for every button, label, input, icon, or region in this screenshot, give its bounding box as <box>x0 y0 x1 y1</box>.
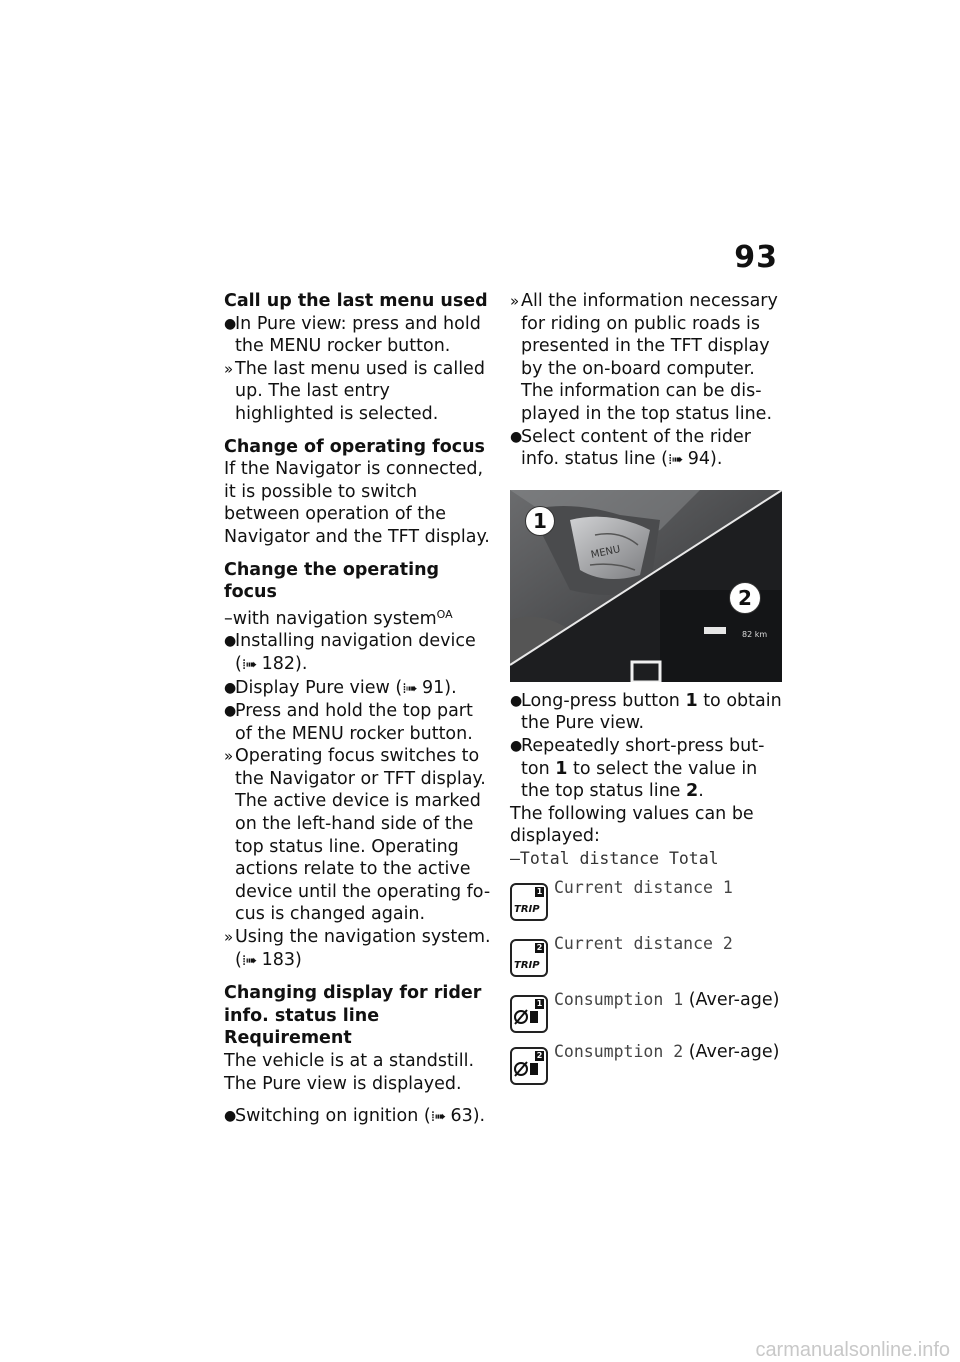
heading-change-focus-2: Change the operating focus <box>224 559 440 603</box>
callout-2: 2 <box>729 582 761 614</box>
callout-1: 1 <box>525 506 555 536</box>
result-icon: » <box>224 928 234 947</box>
result-icon: » <box>510 292 520 310</box>
result-last-menu: » The last menu used is called up. The last entry highlighted is selected. <box>224 358 485 424</box>
left-column <box>224 290 492 1129</box>
paragraph-focus: If the Navigator is connected, it is possible to switch between operation of the Navigator and the TFT display. <box>224 459 490 547</box>
display-distance-value: 82 km <box>742 629 768 639</box>
heading-requirement: Requirement <box>224 1028 352 1049</box>
trip-1-icon: TRIP 1 <box>510 883 548 921</box>
result-icon: » <box>224 359 234 378</box>
page-ref-arrow-icon: ⁞➠ <box>241 656 257 673</box>
subheading-nav-system: –with navigation system$^{OA}$ <box>224 607 453 629</box>
bullet-icon: ● <box>510 428 523 445</box>
page-ref-arrow-icon: ⁞➠ <box>402 680 417 697</box>
bullet-press-top: ● Press and hold the top part of the MENU rocker button. <box>224 701 473 744</box>
heading-changing-display: Changing display for rider info. status line <box>224 983 482 1026</box>
page-number: 93 <box>734 240 778 275</box>
paragraph-values: The following values can be displayed: <box>510 803 754 847</box>
trip-2-icon: TRIP 2 <box>510 939 548 977</box>
page-ref-link[interactable]: 182). <box>261 653 308 674</box>
result-info-presented: » All the information necessary for riding on public roads is presented in the TFT display by the on-board computer. The information can be dis-played in the top status line. <box>510 291 778 424</box>
bullet-select-content: ● Select content of the rider info. status line (⁞➠ 94). <box>510 426 782 472</box>
result-using-nav: » Using the navigation system. (⁞➠ 183) <box>224 926 492 972</box>
page-ref-link[interactable]: 183) <box>261 949 302 970</box>
bullet-icon: ● <box>510 737 523 754</box>
page-ref-link[interactable]: 94). <box>687 449 723 470</box>
dash-item-total: –Total distance Total <box>510 848 719 868</box>
bullet-ignition: ● Switching on ignition (⁞➠ 63). <box>224 1105 492 1129</box>
page-ref-link[interactable]: 91). <box>422 677 457 698</box>
page-ref-arrow-icon: ⁞➠ <box>430 1109 445 1126</box>
value-icon-list <box>510 877 782 1085</box>
heading-change-focus: Change of operating focus <box>224 436 485 457</box>
result-icon: » <box>224 747 234 766</box>
value-row: 2 Consumption 2 (Aver-age) <box>510 1041 782 1085</box>
paragraph-standstill: The vehicle is at a standstill. <box>224 1051 475 1071</box>
page-ref-link[interactable]: 63). <box>450 1106 486 1127</box>
bullet-icon: ● <box>224 703 237 720</box>
menu-button-label: MENU <box>590 543 622 561</box>
page-ref-arrow-icon: ⁞➠ <box>241 952 257 969</box>
bullet-short-press: ● Repeatedly short-press but-ton 1 to select the value in the top status line 2. <box>510 735 765 802</box>
bullet-long-press: ● Long-press button 1 to obtain the Pure view. <box>510 690 782 734</box>
bullet-display-pure: ● Display Pure view (⁞➠ 91). <box>224 677 492 701</box>
paragraph-pure-view: The Pure view is displayed. <box>224 1073 462 1094</box>
bullet-icon: ● <box>224 633 237 650</box>
bullet-icon: ● <box>224 679 237 696</box>
consumption-1-icon: 1 <box>510 995 548 1033</box>
right-column <box>510 290 782 1085</box>
bullet-icon: ● <box>224 315 237 332</box>
handlebar-display-photo <box>510 490 782 682</box>
page-ref-arrow-icon: ⁞➠ <box>667 452 683 469</box>
watermark: carmanualsonline.info <box>755 1339 950 1361</box>
bullet-press-hold: ● In Pure view: press and hold the MENU rocker button. <box>224 313 481 357</box>
result-focus-switch: » Operating focus switches to the Navigator or TFT display. The active device is marked on the left-hand side of the top status line. Operating actions relate to the active device until the operating fo-cus is changed again. <box>224 746 491 925</box>
value-row: 1 Consumption 1 (Aver-age) <box>510 989 782 1033</box>
heading-last-menu: Call up the last menu used <box>224 291 488 311</box>
value-row: TRIP 2 Current distance 2 <box>510 933 782 977</box>
consumption-2-icon: 2 <box>510 1047 548 1085</box>
bullet-icon: ● <box>510 692 523 709</box>
bullet-icon: ● <box>224 1108 237 1125</box>
value-row: TRIP 1 Current distance 1 <box>510 877 782 921</box>
bullet-install-nav: ● Installing navigation device (⁞➠ 182). <box>224 630 492 676</box>
